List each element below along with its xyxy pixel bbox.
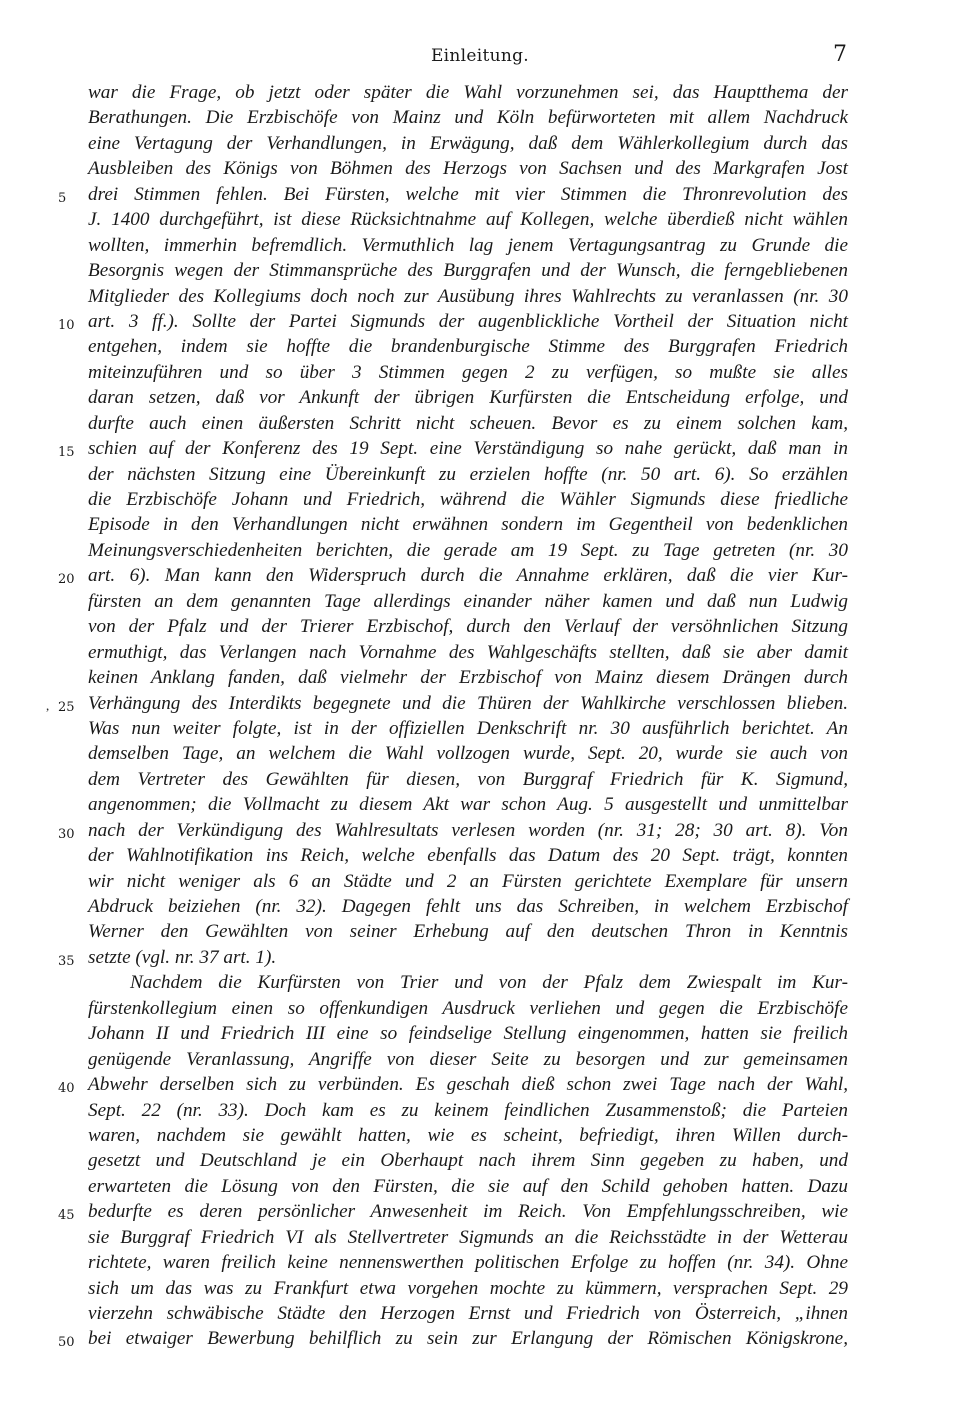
text-line-content: Ausbleiben des Königs von Böhmen des Herzogs von Sachsen und des Markgrafen Jost — [88, 158, 848, 180]
text-line-content: bedurfte es deren persönlicher Anwesenheit im Reich. Von Empfehlungsschreiben, wie — [88, 1201, 848, 1223]
margin-mark: , — [46, 697, 50, 713]
text-line-content: art. 6). Man kann den Widerspruch durch die Annahme erklären, daß die vier Kur- — [88, 565, 848, 587]
text-line — [88, 105, 848, 130]
text-line-content: entgehen, indem sie hoffte die brandenburgische Stimme des Burggrafen Friedrich — [88, 336, 848, 358]
text-line-content: daran setzen, daß vor Ankunft der übrigen Kurfürsten die Entscheidung erfolge, und — [88, 387, 848, 409]
text-line — [88, 1174, 848, 1199]
text-line — [88, 385, 848, 410]
text-line — [88, 1123, 848, 1148]
text-line — [88, 538, 848, 563]
text-line-content: Was nun weiter folgte, ist in der offiziellen Denkschrift nr. 30 ausführlich berichtet. An — [88, 717, 848, 739]
text-line — [88, 411, 848, 436]
text-line — [88, 792, 848, 817]
text-line — [88, 334, 848, 359]
text-line — [88, 996, 848, 1021]
text-line — [58, 182, 848, 207]
text-line-content: von der Pfalz und der Trierer Erzbischof, durch den Verlauf der versöhnlichen Sitzung — [88, 616, 848, 638]
text-line-content: angenommen; die Vollmacht zu diesem Akt war schon Aug. 5 ausgestellt und unmittelbar — [88, 794, 848, 816]
text-line — [88, 233, 848, 258]
text-line — [88, 487, 848, 512]
text-line — [88, 843, 848, 868]
text-line-content: erwarteten die Lösung von den Fürsten, die sie auf den Schild gehoben hatten. Dazu — [88, 1175, 848, 1197]
text-line-content: art. 3 ff.). Sollte der Partei Sigmunds der augenblickliche Vortheil der Situation nicht — [88, 310, 848, 332]
text-line-content: der Wahlnotifikation ins Reich, welche ebenfalls das Datum des 20 Sept. trägt, konnten — [88, 845, 848, 867]
text-line-content: demselben Tage, an welchem die Wahl vollzogen wurde, Sept. 20, wurde sie auch von — [88, 743, 848, 765]
text-line-content: dem Vertreter des Gewählten für diesen, von Burggraf Friedrich für K. Sigmund, — [88, 768, 848, 790]
text-line — [88, 284, 848, 309]
text-line — [88, 1047, 848, 1072]
text-line-content: fürsten an dem genannten Tage allerdings einander näher kamen und daß nun Ludwig — [88, 590, 848, 612]
text-line — [58, 945, 848, 970]
text-line — [58, 1072, 848, 1097]
body-text — [46, 80, 848, 1352]
text-line — [88, 589, 848, 614]
line-number: 40 — [58, 1081, 75, 1097]
text-line-content: eine Vertagung der Verhandlungen, in Erwägung, daß dem Wählerkollegium durch das — [88, 132, 848, 154]
line-number: 30 — [58, 826, 75, 842]
text-line — [88, 894, 848, 919]
text-line — [58, 1326, 848, 1351]
text-line — [58, 563, 848, 588]
text-line — [46, 691, 848, 716]
text-line — [88, 207, 848, 232]
text-line — [88, 156, 848, 181]
text-line-content: Sept. 22 (nr. 33). Doch kam es zu keinem feindlichen Zusammenstoß; die Parteien — [88, 1099, 848, 1121]
text-line — [88, 360, 848, 385]
text-line — [88, 462, 848, 487]
text-line-content: die Erzbischöfe Johann und Friedrich, während die Wähler Sigmunds diese friedliche — [88, 489, 848, 510]
line-number: 20 — [58, 572, 75, 588]
text-line — [88, 1276, 848, 1301]
text-line-content: Werner den Gewählten von seiner Erhebung auf den deutschen Thron in Kenntnis — [88, 921, 848, 943]
text-line — [88, 665, 848, 690]
text-line-content: keinen Anklang fanden, daß vielmehr der Erzbischof von Mainz diesem Drängen durch — [88, 667, 848, 689]
text-line-content: bei etwaiger Bewerbung behilflich zu sein zur Erlangung der Römischen Königskrone, — [88, 1328, 848, 1350]
text-line-content: gesetzt und Deutschland je ein Oberhaupt nach ihrem Sinn gegeben zu haben, und — [88, 1150, 848, 1172]
text-line — [58, 309, 848, 334]
line-number: 25 — [58, 699, 75, 715]
text-line-content: sie Burggraf Friedrich VI als Stellvertreter Sigmunds an die Reichsstädte in der Wetterau — [88, 1226, 848, 1248]
text-line-content: Meinungsverschiedenheiten berichten, die gerade am 19 Sept. zu Tage getreten (nr. 30 — [88, 539, 848, 561]
text-line-content: Berathungen. Die Erzbischöfe von Mainz und Köln befürworteten mit allem Nachdruck — [88, 107, 848, 129]
text-line-content: schien auf der Konferenz des 19 Sept. eine Verständigung so nahe gerückt, daß man in — [88, 438, 848, 460]
text-line — [88, 1225, 848, 1250]
text-line — [58, 818, 848, 843]
text-line — [88, 512, 848, 537]
text-line-content: vierzehn schwäbische Städte den Herzogen Ernst und Friedrich von Österreich, „ihnen — [88, 1303, 848, 1324]
text-line — [88, 80, 848, 105]
text-line-content: Besorgnis wegen der Stimmansprüche des Burggrafen und der Wunsch, die ferngebliebenen — [88, 260, 848, 282]
text-line-content: Johann II und Friedrich III eine so feindselige Stellung eingenommen, hatten sie freilich — [88, 1023, 848, 1045]
text-line-content: der nächsten Sitzung eine Übereinkunft zu erzielen hoffte (nr. 50 art. 6). So erzählen — [88, 463, 848, 485]
text-line-content: Abwehr derselben sich zu verbünden. Es geschah dieß schon zwei Tage nach der Wahl, — [88, 1074, 848, 1096]
text-line — [88, 1250, 848, 1275]
text-line — [88, 1148, 848, 1173]
text-line-content: wir nicht weniger als 6 an Städte und 2 an Fürsten gerichtete Exemplare für unsern — [88, 870, 848, 892]
text-line-content: Nachdem die Kurfürsten von Trier und von der Pfalz dem Zwiespalt im Kur- — [130, 972, 848, 994]
text-line-content: durfte auch einen äußersten Schritt nicht scheuen. Bevor es zu einem solchen kam, — [88, 412, 848, 434]
text-line-content: drei Stimmen fehlen. Bei Fürsten, welche mit vier Stimmen die Thronrevolution des — [88, 183, 848, 205]
text-line — [88, 640, 848, 665]
text-line-content: ermuthigt, das Verlangen nach Vornahme des Wahlgeschäfts stellten, daß sie aber damit — [88, 641, 848, 663]
text-line-content: richtete, waren freilich keine nennenswerthen politischen Erfolge zu hoffen (nr. 34). Ohne — [88, 1252, 848, 1274]
line-number: 15 — [58, 445, 75, 461]
text-line-content: genügende Veranlassung, Angriffe von dieser Seite zu besorgen und zur gemeinsamen — [88, 1048, 848, 1070]
text-line-content: nach der Verkündigung des Wahlresultats verlesen worden (nr. 31; 28; 30 art. 8). Von — [88, 819, 848, 841]
running-head: Einleitung. — [430, 46, 530, 66]
page-number: 7 — [833, 42, 847, 67]
text-line — [88, 131, 848, 156]
text-line-content: war die Frage, ob jetzt oder später die Wahl vorzunehmen sei, das Hauptthema der — [88, 82, 848, 103]
text-line — [88, 614, 848, 639]
line-number: 45 — [58, 1208, 75, 1224]
text-line — [88, 1301, 848, 1326]
text-line-content: wollten, immerhin befremdlich. Vermuthlich lag jenem Vertagungsantrag zu Grunde die — [88, 234, 848, 256]
text-line — [88, 919, 848, 944]
text-line — [88, 767, 848, 792]
text-line-content: sich um das was zu Frankfurt etwa vorgehen mochte zu kümmern, versprachen Sept. 29 — [88, 1277, 848, 1299]
line-number: 35 — [58, 953, 75, 969]
text-line-content: Abdruck beiziehen (nr. 32). Dagegen fehlt uns das Schreiben, in welchem Erzbischof — [88, 896, 848, 917]
text-line-content: miteinzuführen und so über 3 Stimmen gegen 2 zu verfügen, so mußte sie alles — [88, 361, 848, 383]
text-line — [88, 869, 848, 894]
text-line — [58, 1199, 848, 1224]
text-line-content: Verhängung des Interdikts begegnete und die Thüren der Wahlkirche verschlossen blieben. — [88, 692, 848, 714]
text-line — [88, 741, 848, 766]
text-line — [58, 436, 848, 461]
line-number: 50 — [58, 1335, 75, 1351]
text-line-content: Episode in den Verhandlungen nicht erwähnen sondern im Gegentheil von bedenklichen — [88, 514, 848, 536]
text-line-content: Mitglieder des Kollegiums doch noch zur Ausübung ihres Wahlrechts zu veranlassen (nr. 30 — [88, 285, 848, 307]
text-line — [88, 1021, 848, 1046]
text-line-content: fürstenkollegium einen so offenkundigen Ausdruck verliehen und gegen die Erzbischöfe — [88, 997, 848, 1019]
text-line-content: J. 1400 durchgeführt, ist diese Rücksichtnahme auf Kollegen, welche überdieß nicht wählen — [88, 209, 848, 231]
line-number: 5 — [58, 190, 67, 206]
text-line-content: setzte (vgl. nr. 37 art. 1). — [88, 946, 277, 968]
line-number: 10 — [58, 317, 75, 333]
text-line — [88, 716, 848, 741]
text-line — [88, 1098, 848, 1123]
text-line — [88, 970, 848, 995]
text-line — [88, 258, 848, 283]
text-line-content: waren, nachdem sie gewählt hatten, wie es scheint, befriedigt, ihren Willen durch- — [88, 1124, 848, 1146]
